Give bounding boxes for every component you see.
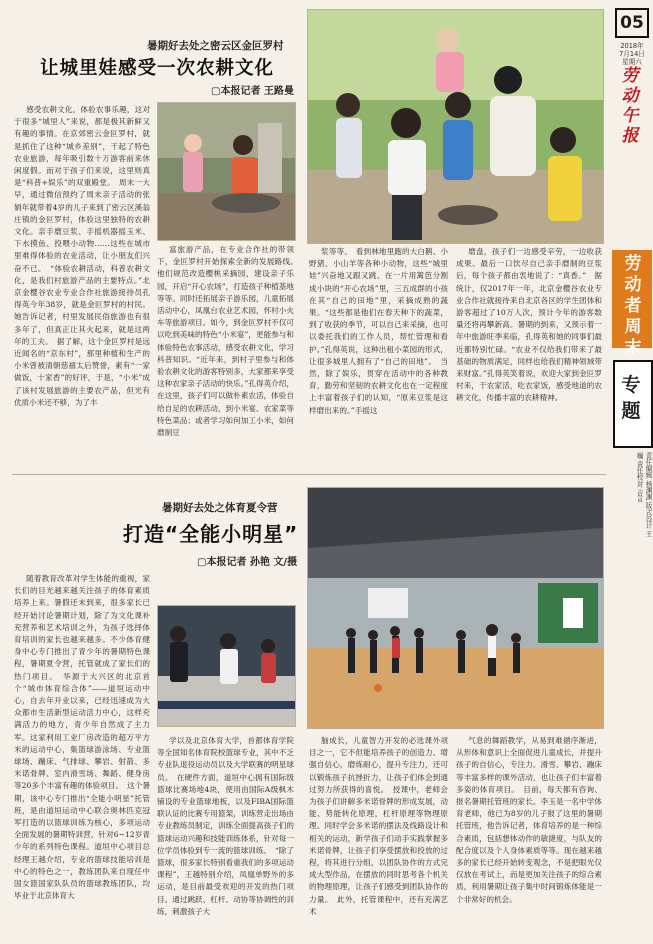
article1-column-1 xyxy=(14,104,150,464)
special-label: 专题 xyxy=(621,374,641,422)
section-divider xyxy=(12,474,606,475)
article2-byline: ▢本报记者 孙艳 文/摄 xyxy=(197,557,298,568)
article1-paragraph-2: 富旅游产品，在专业合作社的带领下，金叵罗村开始探索全新的发展路线。 他们规范改造樱桃采摘园，建设亲子乐园，开启“开心农场”，打造孩子种植基地等等。同时还拓展亲子游乐园，儿童拓展活动中心，凤凰台农业艺术园，怀村小火车等旅游项目。如今，到金叵罗村不仅可以吃到美味的特色“小米宴”，更能参与和体验特色农事活动，感受农耕文化，学习科普知识。“近年来，到村子里参与和体验农耕文化的游客特别多，大家都来享受这种农家亲子活动的快乐。”孔得英介绍，在这里，孩子们可以做朴素农活，体验自给自足的农耕活动，到小米宴、农家菜等特色菜品；或者学习如何加工小米，如何磨制豆 xyxy=(157,245,302,438)
article1-column-3 xyxy=(309,246,448,466)
article2-paragraph-1: 随着教育改革对学生体能的重视，家长们的目光越来越关注孩子的体育素质培养上来。暑假还未到来，很多家长已经开始讨论暑期计划，除了为文化课补充营养和艺术培训之外，为孩子选择体育培训的家长也越来越多。不少体育健身中心专门推出了青少年的暑期特色课程，暑期夏令营，托管就成了家长们的热门项目。 华源于大兴区的北京首个“城市体育综合体”——道垣运动中心，自去年开业以来，已经迅速成为大众都市生活新型运动活力中心，这样充满活力的地方，青少年自然成了主力军。这家利用工业厂房改造的超万平方米的运动中心，集篮球游泳场、专业篮球场、蹦床、气排球、攀岩、射箭、多米诺骨牌、室内滑雪场、舞蹈、健身房等20多个丰富有趣的体验项目。 这个暑期，该中心专门推出“全能小明星”托管班，是由道垣运动中心联合奥林匹克冠军打造的以篮球训练为核心，多项运动全面发展的暑期特训营，针对6~12岁青少年的系列特色课程。道垣中心项目总经理王越介绍，专业的篮球技能培训是中心的特色之一，教练团队来自现任中国女篮国家队队员的篮球教练团队，均毕业于北京体育大 xyxy=(14,574,150,901)
article2-paragraph-3: 脑成长，儿童智力开发的必选课外项目之一，它不但能培养孩子的创造力、增强自信心，磨炼耐心，提升专注力，还可以锻炼孩子抗挫折力，让孩子们体会到通过努力所获得的喜悦。 授课中，老师会为孩子们讲解多米诺骨牌的形成发展，动能、势能转化原理，杠杆原理等物理原理。同时学会多米诺的摆法及线路设计和相关的运动，新学孩子们动手实践掌握多米诺骨牌，让孩子们享受摆放和投放的过程，将其进行分组，以团队协作的方式完成大型作品，在摆放的同时思考各个机关的物理原理，让孩子们感受到团队协作的力量。 此外，托管课程中，还有充满艺术 xyxy=(309,736,448,916)
date-year: 2018年 xyxy=(620,42,644,50)
section-title: 劳动者周末 xyxy=(624,254,642,358)
article1-photo-small xyxy=(157,102,296,241)
article1-headline: 让城里娃感受一次农耕文化 xyxy=(40,58,275,79)
article2-column-1 xyxy=(14,573,150,937)
article2-photo-small xyxy=(157,605,296,727)
article1-kicker: 暑期好去处之密云区金叵罗村 xyxy=(147,40,284,52)
article1-column-2 xyxy=(157,244,302,466)
article1-photo-large xyxy=(307,9,604,244)
date-weekday: 星期六 xyxy=(622,58,642,66)
article2-paragraph-4: 气息的舞蹈教学，从易到难循序渐进，从形体和意识上全面促进儿童成长，并提升孩子的自信心，专注力。滑雪、攀岩、蹦床等丰富多样的课外活动，也让孩子们丰富着多姿的体育项目。 目前，每天都有咨询、报名暑期托管班的家长。李玉是一名中学体育老师，他已为8岁的儿子报了这里的暑期托管班，他告诉记者，体育培养的是一种综合素质，包括想体动作的敏捷度，与队友的配合度以及个人身体素质等等。现在越来越多的家长已经开始转变观念，不是把眼光仅仅放在考试上，而是更加关注孩子的综合素质，利用暑期让孩子集中时间锻炼体能是一个非常好的机会。 xyxy=(456,736,602,904)
article1-paragraph-1: 感受农耕文化，体验农事乐趣，这对于很多“城里人”来说，都是极其新鲜又有趣的事情。在京郊密云金叵罗村，就是抓住了这种“城乡差别”，干起了特色农业旅游，每年吸引数十万游客前来休闲度假。而对于孩子们来说，这里则真是“科普+娱乐”的双重殿堂。 周末一大早，通过微信预约了周末亲子活动的张娟年就带着4岁的儿子来到了密云区溪翁庄镇的金叵罗村，体验这里独特的农耕文化。亲手磨豆浆、手摇机器摇玉米、下水摸鱼、投喂小动物……这些在城市里难得体验的农业活动，让小朋友们兴奋不已。 “体验农耕活动，科普农耕文化，是我们村旅游产品的主要特点。”北京金樱谷农业专业合作社旅游接待员孔得英今年38岁，就是金叵罗村的村民。她告诉记者，村里发展民俗旅游也有很多年了，但真正让其火起来，就是这两年的工夫。 据了解，这个金叵罗村是远近闻名的“京东村”，那里种植和生产的小米曾被清朝慈禧太后赞誉，素有“一家做饭，十家香”的好评，于是，“小米”成了该村发展旅游的主要农产品，但光有优质小米还不够，为了丰 xyxy=(14,105,150,407)
newspaper-logo: 劳动午报 xyxy=(621,66,639,146)
article2-column-4 xyxy=(456,735,602,937)
article1-column-4 xyxy=(456,246,602,466)
date-day: 7月14日 xyxy=(619,50,645,58)
article2-headline: 打造“全能小明星” xyxy=(123,522,299,546)
editor-credits: 责任编辑 杨渊渊 版式设计 王巍 责任校对 吉言 xyxy=(635,452,652,538)
article2-photo-large xyxy=(307,487,604,729)
article2-column-3 xyxy=(309,735,448,937)
article1-paragraph-3: 浆等等。 看到林地里跑的大白鹅、小野猪、小山羊等各种小动物，这些“城里娃”兴奋地又跟又跳。在一片用篱笆分割成小块的“开心农场”里，三五成群的小孩在其“自己的田地”里，采摘成熟的蔬果。“这些都是他们在春天种下的蔬菜，到了收获的季节，可以自己来采摘，也可以委托我们的工作人员，帮忙管理和看护。”孔得英说，这种出租小菜园的形式，让很多城里人拥有了“自己的田地”。 当然，除了娱乐，贯穿在活动中的各种教育，勤劳和坚韧的农耕文化也在一定程度上丰富着孩子们的认知，“原来豆浆是这样磨出来的。”手摇这 xyxy=(309,247,448,415)
page-number: 05 xyxy=(615,8,649,38)
article1-byline: ▢本报记者 王路曼 xyxy=(211,86,294,97)
article2-column-2 xyxy=(157,735,294,937)
article1-paragraph-4: 磨盘，孩子们一边感受辛劳，一边收获成果。最后一口饮尽自己亲手磨制的豆浆后，每个孩子都由衷地说了：“真香。” 据统计，仅2017年一年，北京金樱谷农业专业合作社就接待来自北京各区的学生团体和游客超过了10万人次，预计今年的游客数量还将再攀新高。暑期的到来，又预示着一年中旅游旺季来临，孔得英和她的同事们最近都特别忙碌。“农业不仅给我们带来了最基础的物质满足，同样也给我们精神领域带来财富。”孔得英笑着说，欢迎大家到金叵罗村来，干农家活，吃农家饭，感受地道的农耕文化，传播丰富的农耕精神。 xyxy=(456,247,602,403)
article2-kicker: 暑期好去处之体育夏令营 xyxy=(162,502,278,514)
article2-paragraph-2: 学以及北京体育大学，首都体育学院等全国知名体育院校篮球专业，其中不乏专业队退役运动员以及大学联赛的明星球员。 在硬件方面，道垣中心拥有国际级篮球比赛场地4块，使用由国际A级枫木铺设的专业篮球地板，以及FIBA国际篮联认证的比赛专用篮架，训练营走出场由专业教练员制定，训练全面提高孩子们的篮球运动兴趣和技能训练体系，针对每一位学员体验到专一流的篮球训练。 “除了篮球，很多家长特别看重我们的多项运动课程”，王越特别介绍，凤凰单野外的多运动，是目前最受欢迎的开发的热门项目。通过跳跃、杠杆、动协等协调性的训练，刺激孩子大 xyxy=(157,736,294,916)
